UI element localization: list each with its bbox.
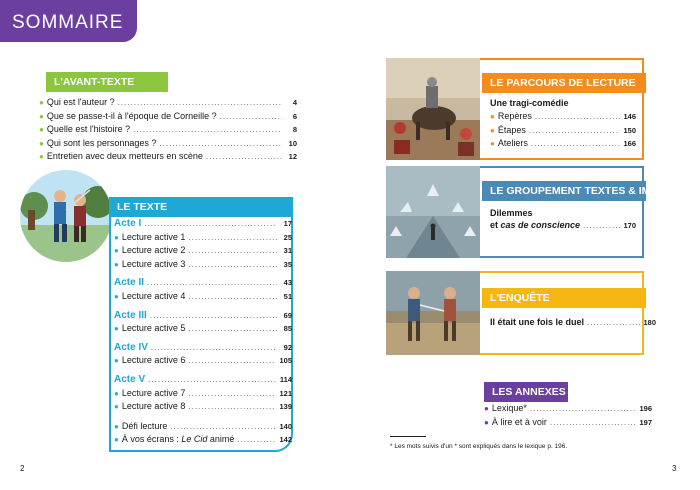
- bullet-icon: ●: [114, 291, 119, 301]
- toc-entry[interactable]: ● Ateliers ..... 166: [490, 137, 636, 151]
- page-number: 170: [623, 221, 636, 230]
- bullet-icon: ●: [39, 125, 44, 135]
- footnote: * Les mots suivis d'un * sont expliqués dans le lexique p. 196.: [390, 443, 568, 450]
- toc-entry[interactable]: ● À lire et à voir ..... 197: [484, 416, 652, 430]
- footnote-rule: [390, 436, 426, 437]
- groupement-illustration: [386, 166, 480, 258]
- page-number-left: 2: [20, 464, 25, 473]
- toc-entry[interactable]: ● Qui est l'auteur ? ..... 4: [39, 96, 297, 110]
- page-number: 92: [283, 342, 292, 352]
- toc-entry[interactable]: ● Lecture active 1 ..... 25: [114, 231, 292, 245]
- toc-entry[interactable]: ● À vos écrans : Le Cid animé ..... 142: [114, 433, 292, 447]
- page-number: 139: [279, 402, 292, 412]
- bullet-icon: ●: [114, 324, 119, 334]
- page-number: 25: [283, 232, 292, 242]
- bullet-icon: ●: [39, 152, 44, 162]
- avant-texte-list: [39, 96, 297, 164]
- bullet-icon: ●: [114, 435, 119, 445]
- annexes-list: [484, 402, 652, 429]
- toc-act[interactable]: Acte III ..... 69: [114, 310, 292, 323]
- toc-entry[interactable]: ● Lecture active 5 ..... 85: [114, 322, 292, 336]
- bullet-icon: ●: [484, 404, 489, 413]
- bullet-icon: ●: [114, 232, 119, 242]
- toc-act[interactable]: Acte IV ..... 92: [114, 342, 292, 355]
- groupement-header: LE GROUPEMENT TEXTES & IMAGES: [482, 181, 646, 201]
- bullet-icon: ●: [39, 138, 44, 148]
- page-number: 146: [623, 112, 636, 121]
- page-number: 35: [283, 259, 292, 269]
- page-number: 85: [283, 324, 292, 334]
- toc-entry[interactable]: ● Étapes ..... 150: [490, 124, 636, 138]
- toc-entry[interactable]: ● Lecture active 2 ..... 31: [114, 244, 292, 258]
- knight-scene-icon: [386, 58, 480, 160]
- page-number: 6: [292, 111, 297, 121]
- bullet-icon: ●: [114, 388, 119, 398]
- toc-act[interactable]: Acte II ..... 43: [114, 277, 292, 290]
- bullet-icon: ●: [114, 402, 119, 412]
- bullet-icon: ●: [39, 111, 44, 121]
- page-number: 17: [283, 219, 292, 228]
- bullet-icon: ●: [490, 112, 495, 121]
- bullet-icon: ●: [484, 417, 489, 427]
- toc-entry[interactable]: et cas de conscience ..... 170: [490, 219, 636, 233]
- toc-entry[interactable]: ● Lecture active 7 ..... 121: [114, 387, 292, 401]
- page-number: 8: [292, 125, 297, 135]
- bullet-icon: ●: [114, 246, 119, 256]
- page-title: SOMMAIRE: [0, 0, 137, 42]
- toc-entry[interactable]: ● Lecture active 4 ..... 51: [114, 290, 292, 304]
- page-number: 140: [279, 421, 292, 431]
- page-number: 105: [279, 356, 292, 366]
- toc-entry[interactable]: Il était une fois le duel ..... 180: [490, 316, 656, 330]
- toc-entry[interactable]: ● Qui sont les personnages ? ..... 10: [39, 137, 297, 151]
- toc-act[interactable]: Acte V ..... 114: [114, 374, 292, 387]
- toc-act[interactable]: Acte I ..... 17: [114, 218, 292, 231]
- parcours-list: [490, 110, 636, 151]
- groupement-line1: Dilemmes: [490, 208, 533, 218]
- page-number: 43: [283, 278, 292, 288]
- toc-entry[interactable]: ● Lecture active 8 ..... 139: [114, 400, 292, 414]
- toc-entry[interactable]: ● Entretien avec deux metteurs en scène ..... 12: [39, 150, 297, 164]
- page-number: 150: [623, 125, 636, 135]
- toc-entry[interactable]: ● Lecture active 6 ..... 105: [114, 354, 292, 368]
- bullet-icon: ●: [39, 98, 44, 107]
- page-number: 4: [292, 98, 297, 107]
- page-number: 10: [288, 138, 297, 148]
- page-number: 180: [643, 318, 656, 327]
- musketeers-duel-icon: [386, 271, 480, 355]
- page-number: 166: [623, 139, 636, 149]
- duel-scene-icon: [20, 170, 112, 262]
- parcours-illustration: [386, 58, 480, 160]
- parcours-header: LE PARCOURS DE LECTURE: [482, 73, 646, 93]
- page-number: 12: [288, 152, 297, 162]
- page-number: 197: [639, 417, 652, 427]
- toc-entry[interactable]: ● Défi lecture ..... 140: [114, 420, 292, 434]
- bullet-icon: ●: [114, 421, 119, 431]
- page-number: 121: [279, 388, 292, 398]
- page-number: 31: [283, 246, 292, 256]
- parcours-subtitle: Une tragi-comédie: [490, 98, 569, 108]
- page-number: 69: [283, 310, 292, 320]
- toc-entry[interactable]: ● Que se passe-t-il à l'époque de Corneille ? ..... 6: [39, 110, 297, 124]
- toc-entry[interactable]: ● Repères ..... 146: [490, 110, 636, 124]
- crossroads-arrows-icon: [386, 166, 480, 258]
- enquete-header: L'ENQUÊTE: [482, 288, 646, 308]
- page-number: 142: [279, 435, 292, 445]
- page-number: 114: [279, 374, 292, 384]
- bullet-icon: ●: [114, 259, 119, 269]
- duel-illustration: [20, 170, 112, 262]
- page-number: 196: [639, 404, 652, 413]
- le-texte-list: [114, 218, 292, 447]
- le-texte-header: LE TEXTE: [109, 197, 293, 217]
- toc-entry[interactable]: ● Lecture active 3 ..... 35: [114, 258, 292, 272]
- toc-entry[interactable]: ● Quelle est l'histoire ? ..... 8: [39, 123, 297, 137]
- bullet-icon: ●: [490, 125, 495, 135]
- page-number-right: 3: [672, 464, 677, 473]
- page-number: 51: [283, 291, 292, 301]
- enquete-illustration: [386, 271, 480, 355]
- bullet-icon: ●: [490, 139, 495, 149]
- toc-entry[interactable]: ● Lexique* ..... 196: [484, 402, 652, 416]
- annexes-header: LES ANNEXES: [484, 382, 568, 402]
- avant-texte-header: L'AVANT-TEXTE: [46, 72, 168, 92]
- bullet-icon: ●: [114, 356, 119, 366]
